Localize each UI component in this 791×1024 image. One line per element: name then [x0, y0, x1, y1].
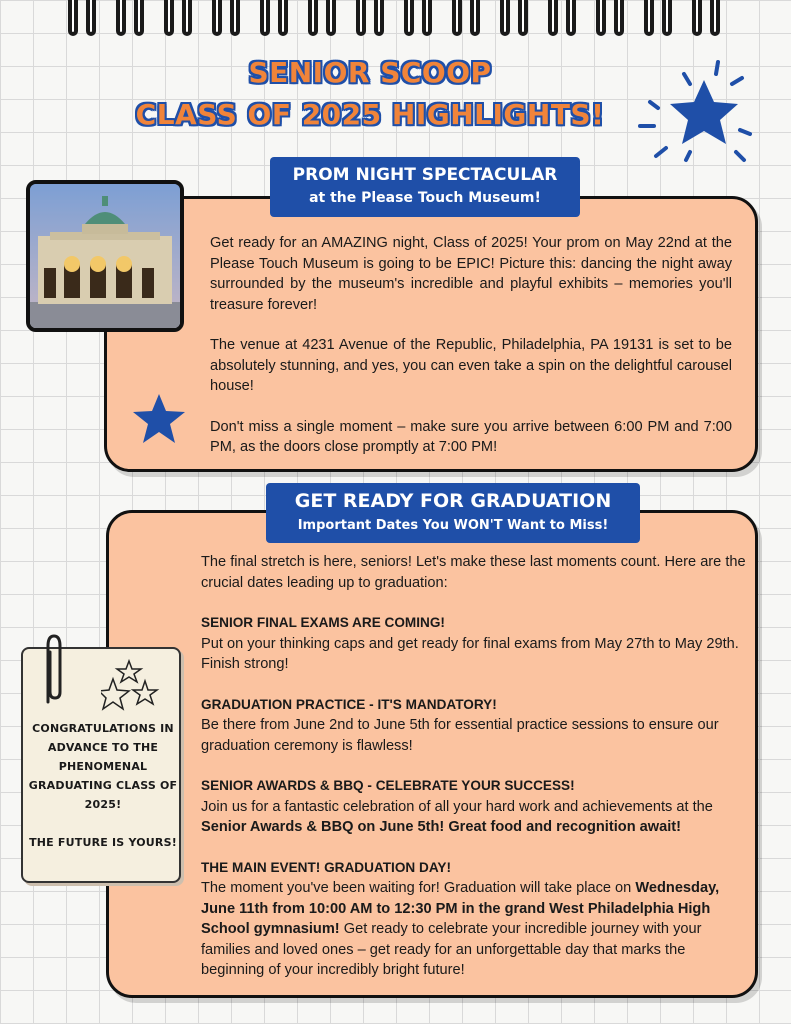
ring-icon — [134, 0, 144, 36]
ring-icon — [260, 0, 270, 36]
prom-body — [210, 233, 732, 478]
graduation-label — [266, 483, 640, 543]
ring-icon — [692, 0, 702, 36]
section-heading: GRADUATION PRACTICE - IT'S MANDATORY! — [201, 696, 497, 712]
section-exams — [201, 613, 746, 675]
page-subtitle: CLASS OF 2025 HIGHLIGHTS! — [135, 98, 605, 131]
ring-icon — [470, 0, 480, 36]
ring-icon — [308, 0, 318, 36]
section-text: Be there from June 2nd to June 5th for essential practice sessions to ensure our graduation ceremony is flawless! — [201, 717, 719, 754]
paperclip-icon — [40, 632, 66, 710]
museum-photo — [26, 180, 184, 332]
ring-icon — [116, 0, 126, 36]
ring-icon — [710, 0, 720, 36]
ring-icon — [230, 0, 240, 36]
ring-icon — [566, 0, 576, 36]
graduation-label-subtitle: Important Dates You WON'T Want to Miss! — [297, 518, 609, 533]
ring-icon — [278, 0, 288, 36]
ring-icon — [422, 0, 432, 36]
ring-icon — [452, 0, 462, 36]
prom-label-subtitle: at the Please Touch Museum! — [309, 190, 541, 206]
section-heading: SENIOR AWARDS & BBQ - CELEBRATE YOUR SUCCESS! — [201, 778, 575, 793]
star-burst-icon — [636, 56, 756, 166]
section-bold-text: Senior Awards & BBQ on June 5th! Great food and recognition await! — [201, 819, 682, 835]
ring-icon — [596, 0, 606, 36]
ring-icon — [614, 0, 624, 36]
star-icon — [130, 392, 188, 446]
section-text: Join us for a fantastic celebration of all your hard work and achievements at the — [201, 798, 713, 815]
ring-icon — [68, 0, 78, 36]
note-line: THE FUTURE IS YOURS! — [29, 836, 177, 849]
section-practice — [201, 695, 746, 757]
ring-icon — [518, 0, 528, 36]
section-heading: THE MAIN EVENT! GRADUATION DAY! — [201, 859, 451, 875]
note-line: CONGRATULATIONS IN ADVANCE TO THE PHENOMENAL GRADUATING CLASS OF 2025! — [28, 722, 178, 811]
ring-icon — [404, 0, 414, 36]
section-main-event — [201, 858, 746, 981]
graduation-label-title: GET READY FOR GRADUATION — [294, 490, 612, 512]
ring-icon — [86, 0, 96, 36]
ring-icon — [164, 0, 174, 36]
prom-label-title: PROM NIGHT SPECTACULAR — [292, 165, 558, 185]
ring-icon — [182, 0, 192, 36]
section-text-after: Get ready to celebrate your incredible journey with your families and loved ones – get ready for an unforgettable day that marks the beginning of your incredibly bright future! — [201, 921, 702, 978]
stars-icon — [101, 657, 161, 713]
prom-label — [270, 157, 580, 217]
ring-icon — [548, 0, 558, 36]
ring-icon — [356, 0, 366, 36]
prom-paragraph: Get ready for an AMAZING night, Class of 2025! Your prom on May 22nd at the Please Touch Museum is going to be EPIC! Picture this: dancing the night away surrounded by the museum's incredible and playful exhibits – memories you'll treasure forever! — [210, 235, 732, 313]
section-text: Put on your thinking caps and get ready for final exams from May 27th to May 29th. Finish strong! — [201, 635, 739, 672]
graduation-body — [201, 552, 746, 981]
ring-icon — [500, 0, 510, 36]
note-text — [23, 719, 183, 852]
page-title: SENIOR SCOOP — [248, 56, 492, 89]
spiral-binding — [60, 0, 740, 38]
ring-icon — [662, 0, 672, 36]
ring-icon — [212, 0, 222, 36]
section-bold-text: Wednesday, June 11th from 10:00 AM to 12:30 PM in the grand West Philadelphia High School gymnasium! — [201, 880, 720, 937]
section-heading: SENIOR FINAL EXAMS ARE COMING! — [201, 615, 445, 630]
prom-paragraph: The venue at 4231 Avenue of the Republic, Philadelphia, PA 19131 is set to be absolutely stunning, and yes, you can even take a spin on the delightful carousel house! — [210, 337, 732, 394]
ring-icon — [326, 0, 336, 36]
section-awards — [201, 776, 746, 838]
ring-icon — [374, 0, 384, 36]
graduation-intro: The final stretch is here, seniors! Let's make these last moments count. Here are the crucial dates leading up to graduation: — [201, 554, 746, 591]
prom-paragraph: Don't miss a single moment – make sure you arrive between 6:00 PM and 7:00 PM, as the doors close promptly at 7:00 PM! — [210, 418, 732, 455]
section-text: The moment you've been waiting for! Graduation will take place on — [201, 880, 636, 896]
ring-icon — [644, 0, 654, 36]
